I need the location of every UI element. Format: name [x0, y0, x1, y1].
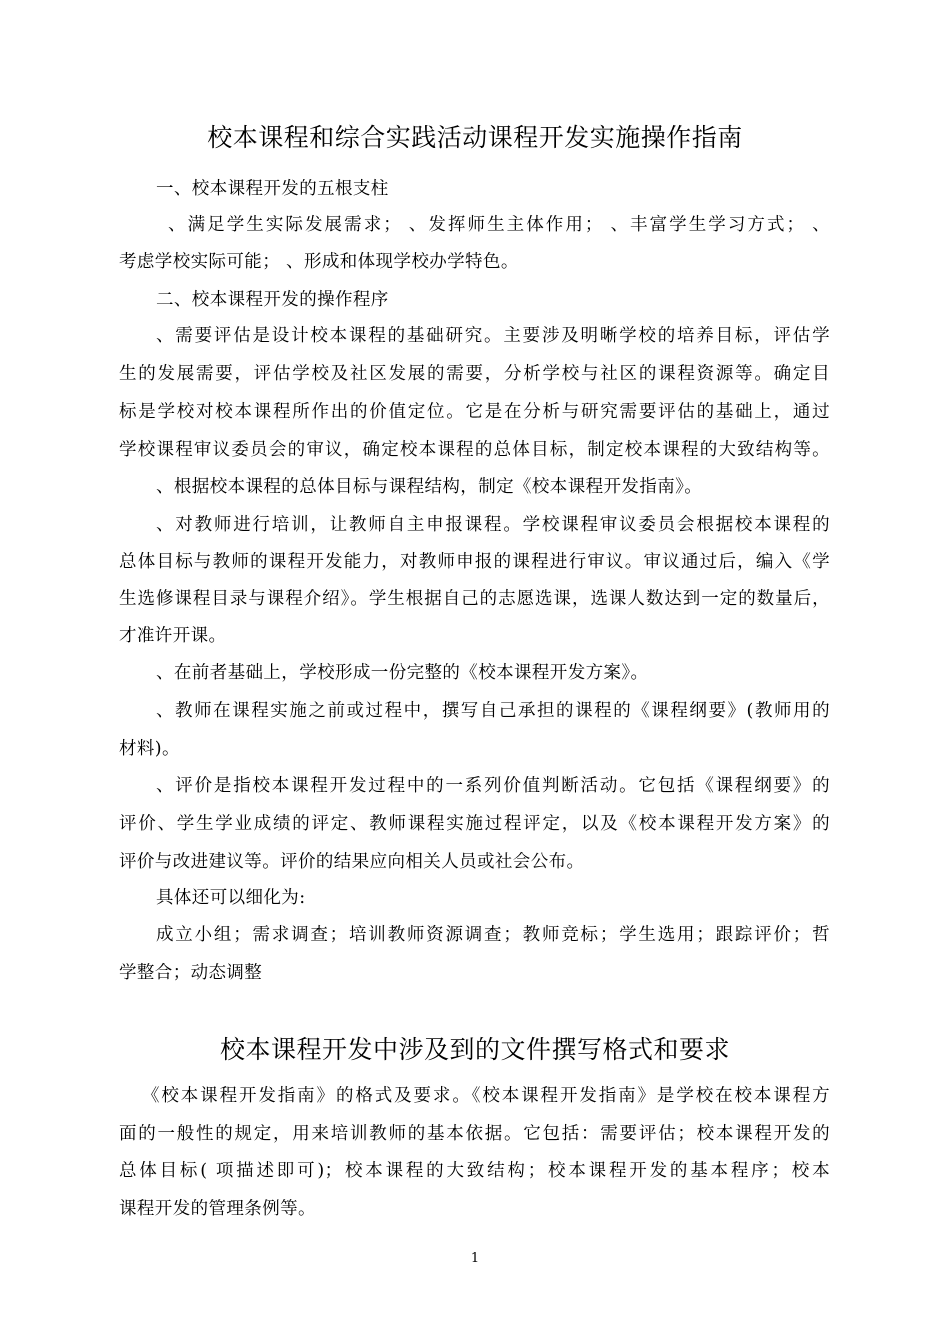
paragraph-evaluation-line: 、评价是指校本课程开发过程中的一系列价值判断活动。它包括《课程纲要》的 [156, 776, 830, 796]
paragraph-plan-line: 、在前者基础上，学校形成一份完整的《校本课程开发方案》。 [156, 663, 649, 683]
paragraph-training-line: 、对教师进行培训，让教师自主申报课程。学校课程审议委员会根据校本课程的 [156, 515, 830, 535]
section-title-documents: 校本课程开发中涉及到的文件撰写格式和要求 [219, 1035, 730, 1064]
document-title: 校本课程和综合实践活动课程开发实施操作指南 [207, 123, 743, 152]
paragraph-syllabus-line: 、教师在课程实施之前或过程中，撰写自己承担的课程的《课程纲要》(教师用的 [156, 701, 830, 721]
paragraph-evaluation-line: 评价与改进建议等。评价的结果应向相关人员或社会公布。 [119, 852, 585, 872]
paragraph-training-line: 才准许开课。 [119, 626, 227, 646]
paragraph-needs-assessment-line: 学校课程审议委员会的审议，确定校本课程的总体目标，制定校本课程的大致结构等。 [119, 440, 830, 460]
paragraph-steps-line: 学整合；动态调整 [119, 963, 263, 983]
paragraph-guide-format-line: 总体目标( 项描述即可)；校本课程的大致结构；校本课程开发的基本程序；校本 [119, 1161, 830, 1181]
pillars-line-1: 、满足学生实际发展需求； 、发挥师生主体作用； 、丰富学生学习方式； 、 [168, 215, 830, 235]
paragraph-training-line: 生选修课程目录与课程介绍》。学生根据自己的志愿选课，选课人数达到一定的数量后， [119, 589, 830, 609]
paragraph-guide-format-line: 面的一般性的规定，用来培训教师的基本依据。它包括：需要评估；校本课程开发的 [119, 1124, 830, 1144]
section-heading-pillars: 一、校本课程开发的五根支柱 [156, 179, 389, 199]
paragraph-needs-assessment-line: 生的发展需要，评估学校及社区发展的需要，分析学校与社区的课程资源等。确定目 [119, 364, 830, 384]
paragraph-needs-assessment-line: 标是学校对校本课程所作出的价值定位。它是在分析与研究需要评估的基础上，通过 [119, 402, 830, 422]
paragraph-guide-format-line: 《校本课程开发指南》的格式及要求。《校本课程开发指南》是学校在校本课程方 [142, 1086, 830, 1106]
paragraph-detail-intro: 具体还可以细化为: [156, 888, 306, 908]
paragraph-guide-format-line: 课程开发的管理条例等。 [119, 1199, 316, 1219]
page-number: 1 [470, 1251, 480, 1266]
paragraph-syllabus-line: 材料)。 [119, 739, 180, 759]
pillars-line-2: 考虑学校实际可能； 、形成和体现学校办学特色。 [119, 252, 519, 272]
paragraph-guide-line: 、根据校本课程的总体目标与课程结构，制定《校本课程开发指南》。 [156, 477, 703, 497]
paragraph-evaluation-line: 评价、学生学业成绩的评定、教师课程实施过程评定，以及《校本课程开发方案》的 [119, 814, 830, 834]
section-heading-procedure: 二、校本课程开发的操作程序 [156, 290, 389, 310]
paragraph-needs-assessment-line: 、需要评估是设计校本课程的基础研究。主要涉及明晰学校的培养目标，评估学 [156, 326, 830, 346]
paragraph-steps-line: 成立小组；需求调查；培训教师资源调查；教师竞标；学生选用；跟踪评价；哲 [156, 925, 830, 945]
paragraph-training-line: 总体目标与教师的课程开发能力，对教师申报的课程进行审议。审议通过后，编入《学 [119, 552, 830, 572]
